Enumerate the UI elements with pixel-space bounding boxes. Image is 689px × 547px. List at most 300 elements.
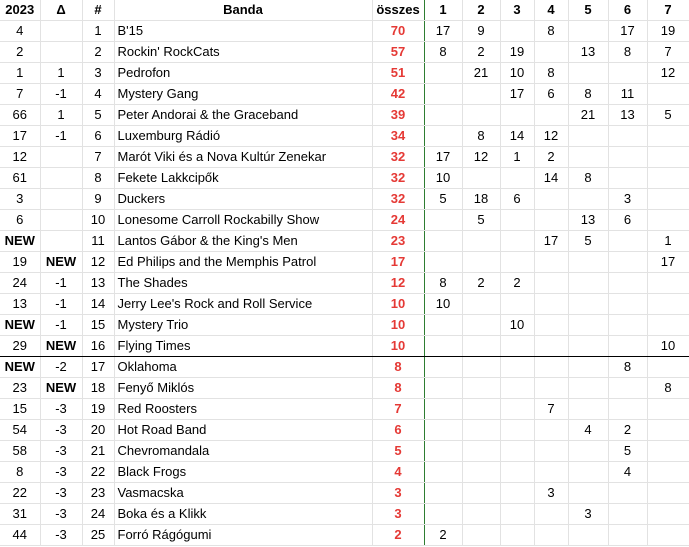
cell-prev-year[interactable]: 2 bbox=[0, 42, 40, 63]
cell-round-3[interactable] bbox=[500, 336, 534, 357]
cell-rank[interactable]: 1 bbox=[82, 21, 114, 42]
cell-round-6[interactable] bbox=[608, 378, 647, 399]
cell-band-name[interactable]: Vasmacska bbox=[114, 483, 372, 504]
cell-round-7[interactable] bbox=[647, 210, 689, 231]
cell-band-name[interactable]: Boka és a Klikk bbox=[114, 504, 372, 525]
cell-round-7[interactable]: 8 bbox=[647, 378, 689, 399]
cell-round-1[interactable] bbox=[424, 399, 462, 420]
cell-rank[interactable]: 24 bbox=[82, 504, 114, 525]
cell-prev-year[interactable]: 13 bbox=[0, 294, 40, 315]
cell-round-1[interactable]: 8 bbox=[424, 42, 462, 63]
cell-band-name[interactable]: B'15 bbox=[114, 21, 372, 42]
cell-round-5[interactable] bbox=[568, 126, 608, 147]
cell-round-1[interactable] bbox=[424, 231, 462, 252]
cell-round-3[interactable]: 10 bbox=[500, 315, 534, 336]
header-round-7[interactable]: 7 bbox=[647, 0, 689, 21]
cell-round-5[interactable]: 8 bbox=[568, 84, 608, 105]
cell-delta[interactable]: -3 bbox=[40, 441, 82, 462]
cell-rank[interactable]: 15 bbox=[82, 315, 114, 336]
cell-round-6[interactable] bbox=[608, 126, 647, 147]
cell-round-3[interactable] bbox=[500, 378, 534, 399]
cell-rank[interactable]: 13 bbox=[82, 273, 114, 294]
cell-round-6[interactable] bbox=[608, 504, 647, 525]
cell-round-3[interactable] bbox=[500, 294, 534, 315]
cell-rank[interactable]: 10 bbox=[82, 210, 114, 231]
cell-prev-year[interactable]: 22 bbox=[0, 483, 40, 504]
cell-total[interactable]: 5 bbox=[372, 441, 424, 462]
cell-round-3[interactable] bbox=[500, 21, 534, 42]
cell-round-5[interactable]: 5 bbox=[568, 231, 608, 252]
cell-round-5[interactable]: 4 bbox=[568, 420, 608, 441]
cell-total[interactable]: 7 bbox=[372, 399, 424, 420]
cell-total[interactable]: 8 bbox=[372, 378, 424, 399]
cell-band-name[interactable]: Luxemburg Rádió bbox=[114, 126, 372, 147]
cell-round-7[interactable]: 7 bbox=[647, 42, 689, 63]
cell-round-2[interactable] bbox=[462, 105, 500, 126]
cell-round-1[interactable] bbox=[424, 378, 462, 399]
cell-round-5[interactable] bbox=[568, 483, 608, 504]
cell-round-1[interactable] bbox=[424, 441, 462, 462]
cell-round-4[interactable] bbox=[534, 462, 568, 483]
cell-round-4[interactable]: 17 bbox=[534, 231, 568, 252]
cell-delta[interactable]: -1 bbox=[40, 273, 82, 294]
cell-round-2[interactable]: 21 bbox=[462, 63, 500, 84]
cell-round-1[interactable]: 10 bbox=[424, 168, 462, 189]
cell-round-3[interactable] bbox=[500, 210, 534, 231]
cell-round-6[interactable]: 11 bbox=[608, 84, 647, 105]
cell-round-3[interactable] bbox=[500, 231, 534, 252]
cell-delta[interactable]: -1 bbox=[40, 294, 82, 315]
cell-round-5[interactable] bbox=[568, 294, 608, 315]
cell-total[interactable]: 17 bbox=[372, 252, 424, 273]
cell-prev-year[interactable]: 24 bbox=[0, 273, 40, 294]
cell-total[interactable]: 24 bbox=[372, 210, 424, 231]
cell-round-5[interactable] bbox=[568, 525, 608, 546]
cell-round-3[interactable] bbox=[500, 168, 534, 189]
cell-round-7[interactable] bbox=[647, 420, 689, 441]
cell-round-3[interactable] bbox=[500, 105, 534, 126]
header-round-6[interactable]: 6 bbox=[608, 0, 647, 21]
cell-band-name[interactable]: Mystery Trio bbox=[114, 315, 372, 336]
cell-round-1[interactable] bbox=[424, 336, 462, 357]
cell-round-2[interactable]: 12 bbox=[462, 147, 500, 168]
cell-delta[interactable]: -3 bbox=[40, 462, 82, 483]
cell-prev-year[interactable]: 54 bbox=[0, 420, 40, 441]
cell-round-6[interactable] bbox=[608, 525, 647, 546]
cell-round-7[interactable] bbox=[647, 84, 689, 105]
cell-round-4[interactable]: 6 bbox=[534, 84, 568, 105]
cell-delta[interactable]: -3 bbox=[40, 525, 82, 546]
cell-delta[interactable]: -1 bbox=[40, 84, 82, 105]
cell-round-4[interactable]: 14 bbox=[534, 168, 568, 189]
cell-round-2[interactable]: 9 bbox=[462, 21, 500, 42]
cell-prev-year[interactable]: 23 bbox=[0, 378, 40, 399]
cell-round-6[interactable]: 2 bbox=[608, 420, 647, 441]
cell-round-2[interactable] bbox=[462, 294, 500, 315]
cell-round-4[interactable] bbox=[534, 504, 568, 525]
cell-round-4[interactable] bbox=[534, 210, 568, 231]
header-round-1[interactable]: 1 bbox=[424, 0, 462, 21]
cell-band-name[interactable]: Lonesome Carroll Rockabilly Show bbox=[114, 210, 372, 231]
cell-round-7[interactable] bbox=[647, 147, 689, 168]
cell-round-6[interactable] bbox=[608, 231, 647, 252]
cell-round-6[interactable]: 6 bbox=[608, 210, 647, 231]
cell-round-7[interactable] bbox=[647, 504, 689, 525]
cell-round-5[interactable] bbox=[568, 336, 608, 357]
cell-delta[interactable]: -3 bbox=[40, 483, 82, 504]
cell-round-5[interactable] bbox=[568, 147, 608, 168]
cell-round-7[interactable] bbox=[647, 126, 689, 147]
cell-round-7[interactable] bbox=[647, 462, 689, 483]
cell-round-7[interactable]: 19 bbox=[647, 21, 689, 42]
cell-round-2[interactable]: 8 bbox=[462, 126, 500, 147]
cell-round-1[interactable] bbox=[424, 483, 462, 504]
cell-round-2[interactable] bbox=[462, 462, 500, 483]
cell-rank[interactable]: 9 bbox=[82, 189, 114, 210]
cell-round-6[interactable]: 5 bbox=[608, 441, 647, 462]
cell-round-2[interactable] bbox=[462, 525, 500, 546]
cell-round-1[interactable]: 17 bbox=[424, 21, 462, 42]
cell-total[interactable]: 34 bbox=[372, 126, 424, 147]
cell-round-2[interactable] bbox=[462, 378, 500, 399]
cell-round-7[interactable]: 5 bbox=[647, 105, 689, 126]
cell-total[interactable]: 12 bbox=[372, 273, 424, 294]
cell-band-name[interactable]: Oklahoma bbox=[114, 357, 372, 378]
cell-round-6[interactable] bbox=[608, 399, 647, 420]
cell-band-name[interactable]: Rockin' RockCats bbox=[114, 42, 372, 63]
cell-delta[interactable]: NEW bbox=[40, 252, 82, 273]
cell-prev-year[interactable]: 44 bbox=[0, 525, 40, 546]
cell-round-6[interactable] bbox=[608, 294, 647, 315]
cell-round-3[interactable] bbox=[500, 420, 534, 441]
cell-round-2[interactable] bbox=[462, 483, 500, 504]
cell-round-7[interactable] bbox=[647, 294, 689, 315]
cell-total[interactable]: 6 bbox=[372, 420, 424, 441]
cell-round-6[interactable] bbox=[608, 336, 647, 357]
cell-delta[interactable]: 1 bbox=[40, 105, 82, 126]
cell-band-name[interactable]: Marót Viki és a Nova Kultúr Zenekar bbox=[114, 147, 372, 168]
cell-round-3[interactable] bbox=[500, 525, 534, 546]
cell-total[interactable]: 3 bbox=[372, 504, 424, 525]
cell-round-3[interactable]: 2 bbox=[500, 273, 534, 294]
cell-round-5[interactable] bbox=[568, 399, 608, 420]
cell-prev-year[interactable]: 4 bbox=[0, 21, 40, 42]
cell-round-7[interactable] bbox=[647, 189, 689, 210]
cell-round-6[interactable] bbox=[608, 252, 647, 273]
cell-round-2[interactable] bbox=[462, 315, 500, 336]
cell-rank[interactable]: 7 bbox=[82, 147, 114, 168]
cell-round-5[interactable] bbox=[568, 273, 608, 294]
header-round-3[interactable]: 3 bbox=[500, 0, 534, 21]
cell-round-4[interactable]: 3 bbox=[534, 483, 568, 504]
cell-rank[interactable]: 17 bbox=[82, 357, 114, 378]
cell-delta[interactable]: -3 bbox=[40, 504, 82, 525]
cell-band-name[interactable]: Mystery Gang bbox=[114, 84, 372, 105]
cell-rank[interactable]: 5 bbox=[82, 105, 114, 126]
cell-band-name[interactable]: Peter Andorai & the Graceband bbox=[114, 105, 372, 126]
cell-round-7[interactable]: 17 bbox=[647, 252, 689, 273]
cell-prev-year[interactable]: 17 bbox=[0, 126, 40, 147]
cell-total[interactable]: 57 bbox=[372, 42, 424, 63]
cell-rank[interactable]: 20 bbox=[82, 420, 114, 441]
cell-rank[interactable]: 22 bbox=[82, 462, 114, 483]
cell-prev-year[interactable]: 12 bbox=[0, 147, 40, 168]
cell-band-name[interactable]: Fenyő Miklós bbox=[114, 378, 372, 399]
cell-round-3[interactable] bbox=[500, 462, 534, 483]
cell-band-name[interactable]: Fekete Lakkcipők bbox=[114, 168, 372, 189]
cell-round-6[interactable] bbox=[608, 273, 647, 294]
cell-round-7[interactable]: 10 bbox=[647, 336, 689, 357]
cell-band-name[interactable]: The Shades bbox=[114, 273, 372, 294]
cell-round-3[interactable]: 19 bbox=[500, 42, 534, 63]
cell-round-7[interactable] bbox=[647, 483, 689, 504]
cell-round-3[interactable] bbox=[500, 441, 534, 462]
cell-round-2[interactable] bbox=[462, 399, 500, 420]
cell-round-3[interactable]: 10 bbox=[500, 63, 534, 84]
cell-band-name[interactable]: Flying Times bbox=[114, 336, 372, 357]
cell-delta[interactable]: -1 bbox=[40, 126, 82, 147]
cell-round-7[interactable] bbox=[647, 168, 689, 189]
cell-total[interactable]: 10 bbox=[372, 336, 424, 357]
cell-rank[interactable]: 23 bbox=[82, 483, 114, 504]
cell-total[interactable]: 8 bbox=[372, 357, 424, 378]
cell-round-2[interactable] bbox=[462, 336, 500, 357]
cell-total[interactable]: 10 bbox=[372, 315, 424, 336]
cell-round-3[interactable] bbox=[500, 504, 534, 525]
cell-rank[interactable]: 18 bbox=[82, 378, 114, 399]
cell-total[interactable]: 3 bbox=[372, 483, 424, 504]
cell-delta[interactable] bbox=[40, 210, 82, 231]
cell-round-7[interactable] bbox=[647, 273, 689, 294]
cell-round-1[interactable] bbox=[424, 126, 462, 147]
cell-delta[interactable] bbox=[40, 21, 82, 42]
cell-round-5[interactable] bbox=[568, 441, 608, 462]
cell-prev-year[interactable]: 58 bbox=[0, 441, 40, 462]
cell-round-1[interactable] bbox=[424, 504, 462, 525]
cell-round-7[interactable]: 1 bbox=[647, 231, 689, 252]
cell-prev-year[interactable]: 29 bbox=[0, 336, 40, 357]
cell-round-2[interactable] bbox=[462, 252, 500, 273]
cell-round-1[interactable]: 8 bbox=[424, 273, 462, 294]
cell-round-5[interactable]: 8 bbox=[568, 168, 608, 189]
cell-round-4[interactable] bbox=[534, 336, 568, 357]
cell-round-2[interactable]: 2 bbox=[462, 42, 500, 63]
cell-round-6[interactable] bbox=[608, 483, 647, 504]
cell-round-3[interactable]: 17 bbox=[500, 84, 534, 105]
cell-round-2[interactable] bbox=[462, 168, 500, 189]
cell-round-3[interactable] bbox=[500, 483, 534, 504]
cell-prev-year[interactable]: 6 bbox=[0, 210, 40, 231]
cell-round-7[interactable] bbox=[647, 525, 689, 546]
cell-prev-year[interactable]: 31 bbox=[0, 504, 40, 525]
cell-round-6[interactable] bbox=[608, 315, 647, 336]
cell-round-1[interactable] bbox=[424, 252, 462, 273]
cell-rank[interactable]: 11 bbox=[82, 231, 114, 252]
cell-delta[interactable]: -1 bbox=[40, 315, 82, 336]
cell-round-3[interactable] bbox=[500, 252, 534, 273]
cell-round-6[interactable]: 8 bbox=[608, 42, 647, 63]
cell-round-1[interactable] bbox=[424, 357, 462, 378]
cell-rank[interactable]: 21 bbox=[82, 441, 114, 462]
cell-round-4[interactable] bbox=[534, 441, 568, 462]
cell-round-7[interactable] bbox=[647, 357, 689, 378]
cell-round-3[interactable]: 6 bbox=[500, 189, 534, 210]
header-2023[interactable]: 2023 bbox=[0, 0, 40, 21]
cell-prev-year[interactable]: 66 bbox=[0, 105, 40, 126]
cell-band-name[interactable]: Lantos Gábor & the King's Men bbox=[114, 231, 372, 252]
cell-round-1[interactable]: 17 bbox=[424, 147, 462, 168]
cell-total[interactable]: 2 bbox=[372, 525, 424, 546]
header-band[interactable]: Banda bbox=[114, 0, 372, 21]
cell-total[interactable]: 32 bbox=[372, 189, 424, 210]
cell-round-5[interactable] bbox=[568, 63, 608, 84]
cell-delta[interactable]: -3 bbox=[40, 420, 82, 441]
cell-round-2[interactable] bbox=[462, 357, 500, 378]
cell-round-6[interactable]: 8 bbox=[608, 357, 647, 378]
cell-round-1[interactable] bbox=[424, 84, 462, 105]
cell-round-4[interactable] bbox=[534, 105, 568, 126]
cell-round-4[interactable] bbox=[534, 294, 568, 315]
cell-prev-year[interactable]: 8 bbox=[0, 462, 40, 483]
cell-round-7[interactable] bbox=[647, 315, 689, 336]
cell-prev-year[interactable]: NEW bbox=[0, 315, 40, 336]
cell-round-1[interactable] bbox=[424, 63, 462, 84]
cell-rank[interactable]: 16 bbox=[82, 336, 114, 357]
cell-band-name[interactable]: Chevromandala bbox=[114, 441, 372, 462]
cell-round-1[interactable] bbox=[424, 105, 462, 126]
cell-round-2[interactable]: 5 bbox=[462, 210, 500, 231]
cell-total[interactable]: 10 bbox=[372, 294, 424, 315]
cell-round-4[interactable] bbox=[534, 420, 568, 441]
cell-round-5[interactable] bbox=[568, 189, 608, 210]
cell-round-4[interactable] bbox=[534, 525, 568, 546]
cell-rank[interactable]: 3 bbox=[82, 63, 114, 84]
cell-rank[interactable]: 6 bbox=[82, 126, 114, 147]
cell-round-4[interactable]: 12 bbox=[534, 126, 568, 147]
cell-delta[interactable] bbox=[40, 147, 82, 168]
cell-round-1[interactable]: 10 bbox=[424, 294, 462, 315]
cell-prev-year[interactable]: NEW bbox=[0, 357, 40, 378]
cell-round-2[interactable] bbox=[462, 84, 500, 105]
cell-round-4[interactable] bbox=[534, 189, 568, 210]
cell-delta[interactable]: -3 bbox=[40, 399, 82, 420]
cell-prev-year[interactable]: 3 bbox=[0, 189, 40, 210]
cell-delta[interactable] bbox=[40, 189, 82, 210]
cell-round-1[interactable]: 5 bbox=[424, 189, 462, 210]
cell-rank[interactable]: 8 bbox=[82, 168, 114, 189]
cell-delta[interactable]: 1 bbox=[40, 63, 82, 84]
cell-rank[interactable]: 19 bbox=[82, 399, 114, 420]
cell-round-2[interactable] bbox=[462, 504, 500, 525]
cell-delta[interactable]: NEW bbox=[40, 378, 82, 399]
cell-round-2[interactable] bbox=[462, 231, 500, 252]
cell-delta[interactable]: -2 bbox=[40, 357, 82, 378]
cell-round-4[interactable] bbox=[534, 357, 568, 378]
cell-round-6[interactable]: 13 bbox=[608, 105, 647, 126]
header-round-2[interactable]: 2 bbox=[462, 0, 500, 21]
cell-round-5[interactable] bbox=[568, 462, 608, 483]
cell-round-5[interactable] bbox=[568, 378, 608, 399]
cell-round-2[interactable]: 18 bbox=[462, 189, 500, 210]
cell-round-6[interactable]: 3 bbox=[608, 189, 647, 210]
cell-round-5[interactable]: 13 bbox=[568, 210, 608, 231]
cell-round-3[interactable] bbox=[500, 357, 534, 378]
cell-prev-year[interactable]: 61 bbox=[0, 168, 40, 189]
cell-round-5[interactable] bbox=[568, 252, 608, 273]
cell-prev-year[interactable]: 7 bbox=[0, 84, 40, 105]
cell-round-7[interactable]: 12 bbox=[647, 63, 689, 84]
cell-band-name[interactable]: Red Roosters bbox=[114, 399, 372, 420]
cell-round-4[interactable]: 8 bbox=[534, 21, 568, 42]
cell-rank[interactable]: 4 bbox=[82, 84, 114, 105]
cell-round-5[interactable] bbox=[568, 21, 608, 42]
cell-round-5[interactable] bbox=[568, 315, 608, 336]
cell-round-4[interactable] bbox=[534, 42, 568, 63]
cell-band-name[interactable]: Pedrofon bbox=[114, 63, 372, 84]
cell-round-3[interactable] bbox=[500, 399, 534, 420]
cell-round-4[interactable]: 2 bbox=[534, 147, 568, 168]
cell-delta[interactable]: NEW bbox=[40, 336, 82, 357]
cell-round-2[interactable] bbox=[462, 441, 500, 462]
cell-round-1[interactable] bbox=[424, 462, 462, 483]
cell-round-4[interactable] bbox=[534, 378, 568, 399]
cell-round-7[interactable] bbox=[647, 441, 689, 462]
cell-round-5[interactable]: 3 bbox=[568, 504, 608, 525]
cell-round-5[interactable]: 21 bbox=[568, 105, 608, 126]
header-delta[interactable]: Δ bbox=[40, 0, 82, 21]
cell-rank[interactable]: 14 bbox=[82, 294, 114, 315]
cell-round-7[interactable] bbox=[647, 399, 689, 420]
cell-round-4[interactable] bbox=[534, 273, 568, 294]
cell-round-6[interactable]: 4 bbox=[608, 462, 647, 483]
cell-total[interactable]: 70 bbox=[372, 21, 424, 42]
cell-prev-year[interactable]: 15 bbox=[0, 399, 40, 420]
header-round-4[interactable]: 4 bbox=[534, 0, 568, 21]
cell-round-6[interactable] bbox=[608, 147, 647, 168]
header-rank[interactable]: # bbox=[82, 0, 114, 21]
cell-round-5[interactable]: 13 bbox=[568, 42, 608, 63]
cell-total[interactable]: 23 bbox=[372, 231, 424, 252]
cell-round-1[interactable] bbox=[424, 420, 462, 441]
cell-prev-year[interactable]: 1 bbox=[0, 63, 40, 84]
cell-round-4[interactable]: 7 bbox=[534, 399, 568, 420]
cell-round-4[interactable] bbox=[534, 252, 568, 273]
cell-round-3[interactable]: 1 bbox=[500, 147, 534, 168]
cell-round-3[interactable]: 14 bbox=[500, 126, 534, 147]
cell-band-name[interactable]: Ed Philips and the Memphis Patrol bbox=[114, 252, 372, 273]
cell-band-name[interactable]: Jerry Lee's Rock and Roll Service bbox=[114, 294, 372, 315]
cell-band-name[interactable]: Forró Rágógumi bbox=[114, 525, 372, 546]
cell-round-4[interactable] bbox=[534, 315, 568, 336]
cell-rank[interactable]: 2 bbox=[82, 42, 114, 63]
cell-round-1[interactable]: 2 bbox=[424, 525, 462, 546]
cell-band-name[interactable]: Black Frogs bbox=[114, 462, 372, 483]
cell-round-1[interactable] bbox=[424, 315, 462, 336]
cell-rank[interactable]: 25 bbox=[82, 525, 114, 546]
cell-delta[interactable] bbox=[40, 168, 82, 189]
cell-round-6[interactable] bbox=[608, 63, 647, 84]
cell-rank[interactable]: 12 bbox=[82, 252, 114, 273]
cell-round-2[interactable]: 2 bbox=[462, 273, 500, 294]
cell-delta[interactable] bbox=[40, 231, 82, 252]
cell-prev-year[interactable]: 19 bbox=[0, 252, 40, 273]
cell-round-5[interactable] bbox=[568, 357, 608, 378]
cell-round-1[interactable] bbox=[424, 210, 462, 231]
header-round-5[interactable]: 5 bbox=[568, 0, 608, 21]
cell-prev-year[interactable]: NEW bbox=[0, 231, 40, 252]
cell-round-6[interactable]: 17 bbox=[608, 21, 647, 42]
cell-total[interactable]: 4 bbox=[372, 462, 424, 483]
